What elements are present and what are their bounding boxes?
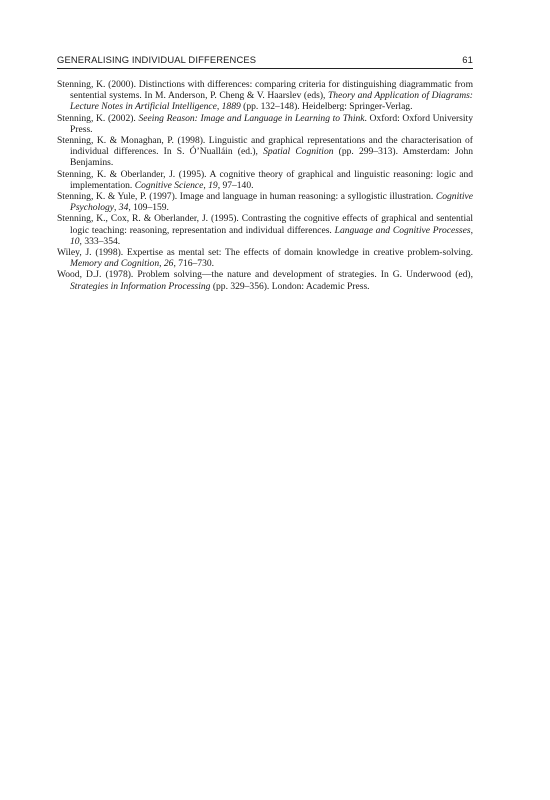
reference-entry [57, 191, 473, 213]
reference-entry [57, 213, 473, 247]
ref-title: Spatial Cognition [263, 146, 334, 158]
ref-pages: , 109–159. [128, 202, 169, 214]
ref-pages: , 333–354. [79, 235, 121, 247]
ref-text: Stenning, K. & Yule, P. (1997). Image and language in human reasoning: a syllogistic illustration. [57, 191, 436, 203]
reference-entry [57, 113, 473, 135]
ref-volume: 34 [118, 202, 129, 214]
ref-journal: Cognitive Science [134, 179, 204, 191]
reference-entry [57, 269, 473, 291]
reference-list [57, 79, 473, 292]
ref-text: , [203, 179, 209, 191]
ref-text: (pp. 299–313). Amsterdam: John Benjamins. [70, 146, 473, 169]
ref-text: Stenning, K. (2000). Distinctions with differences: comparing criteria for distinguishing diagrammatic from sentential systems. In M. Anderson, P. Cheng & V. Haarslev (eds), [57, 79, 473, 102]
page-number: 61 [462, 54, 473, 65]
ref-text: Wood, D.J. (1978). Problem solving—the nature and development of strategies. In G. Underwood (ed), [57, 269, 473, 281]
ref-text: . Oxford: Oxford University Press. [70, 112, 473, 135]
reference-entry [57, 247, 473, 269]
ref-text: , [159, 258, 164, 270]
ref-text: Stenning, K. (2002). [57, 112, 139, 124]
ref-pages: , 716–730. [173, 258, 215, 270]
ref-volume: 19 [208, 179, 218, 191]
ref-text: Stenning, K. & Monaghan, P. (1998). Linguistic and graphical representations and the characterisation of individual differences. In S. Ó’Nualláin (ed.), [57, 135, 473, 158]
ref-volume: 10 [70, 235, 80, 247]
ref-text: Wiley, J. (1998). Expertise as mental set: The effects of domain knowledge in creative problem-solving. [57, 247, 473, 259]
running-title: GENERALISING INDIVIDUAL DIFFERENCES [57, 54, 257, 65]
ref-title: Strategies in Information Processing [70, 280, 211, 292]
ref-text: , [114, 202, 119, 214]
running-head [57, 54, 473, 69]
page [57, 54, 473, 292]
reference-entry [57, 79, 473, 113]
ref-title: Theory and Application of Diagrams: Lecture Notes in Artificial Intelligence, 1889 [70, 90, 473, 113]
ref-title: Seeing Reason: Image and Language in Learning to Think [138, 112, 365, 124]
ref-text: Stenning, K., Cox, R. & Oberlander, J. (1995). Contrasting the cognitive effects of graphical and sentential logic teaching: reasoning, representation and individual differences. [57, 213, 473, 236]
ref-journal: Cognitive Psychology [70, 191, 473, 214]
ref-pages: , 97–140. [217, 179, 254, 191]
ref-journal: Memory and Cognition [70, 258, 160, 270]
reference-entry [57, 135, 473, 169]
ref-text: Stenning, K. & Oberlander, J. (1995). A cognitive theory of graphical and linguistic reasoning: logic and implementation. [57, 168, 473, 191]
ref-text: (pp. 132–148). Heidelberg: Springer-Verlag. [240, 101, 413, 113]
ref-volume: 26 [163, 258, 174, 270]
ref-text: , [470, 224, 473, 236]
ref-text: (pp. 329–356). London: Academic Press. [210, 280, 370, 292]
ref-journal: Language and Cognitive Processes [334, 224, 471, 236]
reference-entry [57, 169, 473, 191]
